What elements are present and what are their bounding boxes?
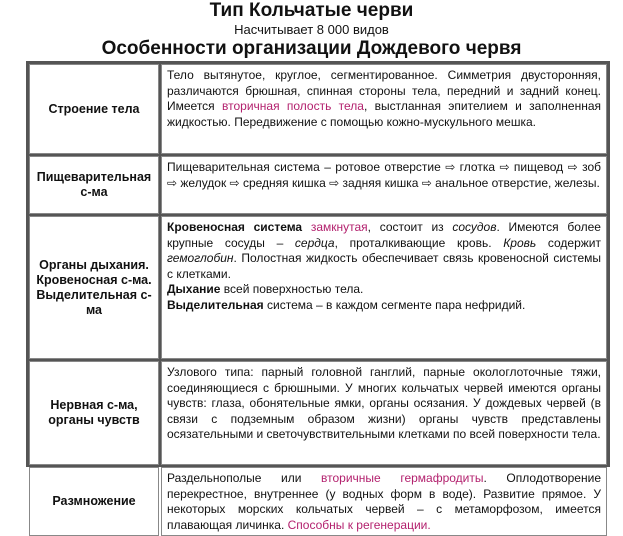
row-head-label: органы чувств (48, 413, 140, 427)
row-head-label: Кровеносная с-ма. (36, 272, 152, 287)
desc-highlight: Способны к регенерации. (287, 517, 431, 532)
row-desc-body-structure (161, 64, 607, 154)
desc-highlight: вторичная полость тела (222, 99, 364, 114)
desc-text: Пищеварительная система – ротовое отверстие ⇨ глотка ⇨ пищевод ⇨ зоб ⇨ желудок ⇨ средняя кишка ⇨ задняя кишка ⇨ анальное отверстие, железы. (167, 160, 601, 190)
row-head-label: Размножение (52, 494, 136, 509)
desc-text: , выстланная эпителием и заполненная жидкостью. Передвижение с помощью кожно-мускульного мешка. (167, 99, 601, 129)
desc-italic: сосудов (452, 220, 497, 234)
row-desc-nervous (161, 361, 607, 465)
row-head-label: Выделительная с-ма (36, 287, 152, 317)
row-head-label: с-ма (80, 185, 108, 199)
excretory-paragraph (167, 298, 601, 314)
row-head-label: Строение тела (48, 101, 140, 116)
desc-text: , состоит из (367, 220, 453, 234)
row-head-label: Органы дыхания. (39, 257, 149, 272)
desc-text: . Имеются более крупные сосуды – (167, 220, 601, 250)
desc-bold: Выделительная (167, 297, 264, 312)
desc-text: Узлового типа: парный головной ганглий, парные окологлоточные тяжи, соединяющиеся с брюшными. У многих кольчатых червей имеются органы чувств: глаза, обонятельные ямки, органы осязания. У дождевых червей (в связи с подземным образом жизни) органы чувств представлены осязательными и светочувствительными клетками по всей поверхности тела. (167, 365, 601, 442)
desc-text: . Оплодотворение перекрестное, внутреннее (у водных форм в воде). Развитие прямое. У некоторых морских кольчатых червей – с метаморфозом, имеется плавающая личинка. (167, 471, 601, 532)
desc-italic: гемоглобин (167, 251, 234, 266)
desc-text: . Полостная жидкость обеспечивает связь кровеносной системы с клетками. (167, 251, 601, 281)
row-head-respiratory-circulatory-excretory (29, 216, 159, 359)
respiratory-paragraph (167, 282, 601, 298)
desc-text: система – в каждом сегменте пара нефридий. (263, 297, 526, 312)
row-head-reproduction (29, 467, 159, 536)
organization-table (26, 61, 610, 532)
row-desc-digestive (161, 156, 607, 214)
desc-highlight: замкнутая (310, 220, 368, 234)
desc-highlight: вторичные гермафродиты (321, 471, 484, 485)
desc-italic: сердца (294, 235, 335, 250)
document-subtitle: Насчитывает 8 000 видов (234, 22, 389, 37)
desc-text: всей поверхностью тела. (220, 282, 364, 297)
desc-bold: Кровеносная система (167, 220, 303, 234)
desc-italic: Кровь (503, 235, 537, 250)
row-head-label: Нервная с-ма, (50, 398, 138, 412)
circulatory-paragraph (167, 220, 601, 282)
desc-text: содержит (536, 235, 601, 250)
desc-text: , проталкивающие кровь. (334, 235, 504, 250)
document-heading: Особенности организации Дождевого червя (101, 38, 522, 59)
row-head-digestive (29, 156, 159, 214)
row-desc-reproduction (161, 467, 607, 536)
desc-text: Тело вытянутое, круглое, сегментированное. Симметрия двусторонняя, различаются брюшная, спинная стороны тела, передний и задний конец. Имеется (167, 68, 601, 114)
desc-text: Раздельнополые или (167, 471, 322, 485)
row-desc-respiratory-circulatory-excretory (161, 216, 607, 359)
row-head-body-structure (29, 64, 159, 154)
row-head-nervous (29, 361, 159, 465)
row-head-label: Пищеварительная (36, 170, 152, 184)
desc-bold: Дыхание (167, 282, 221, 297)
document-title: Тип Кольчатые черви (209, 0, 414, 21)
